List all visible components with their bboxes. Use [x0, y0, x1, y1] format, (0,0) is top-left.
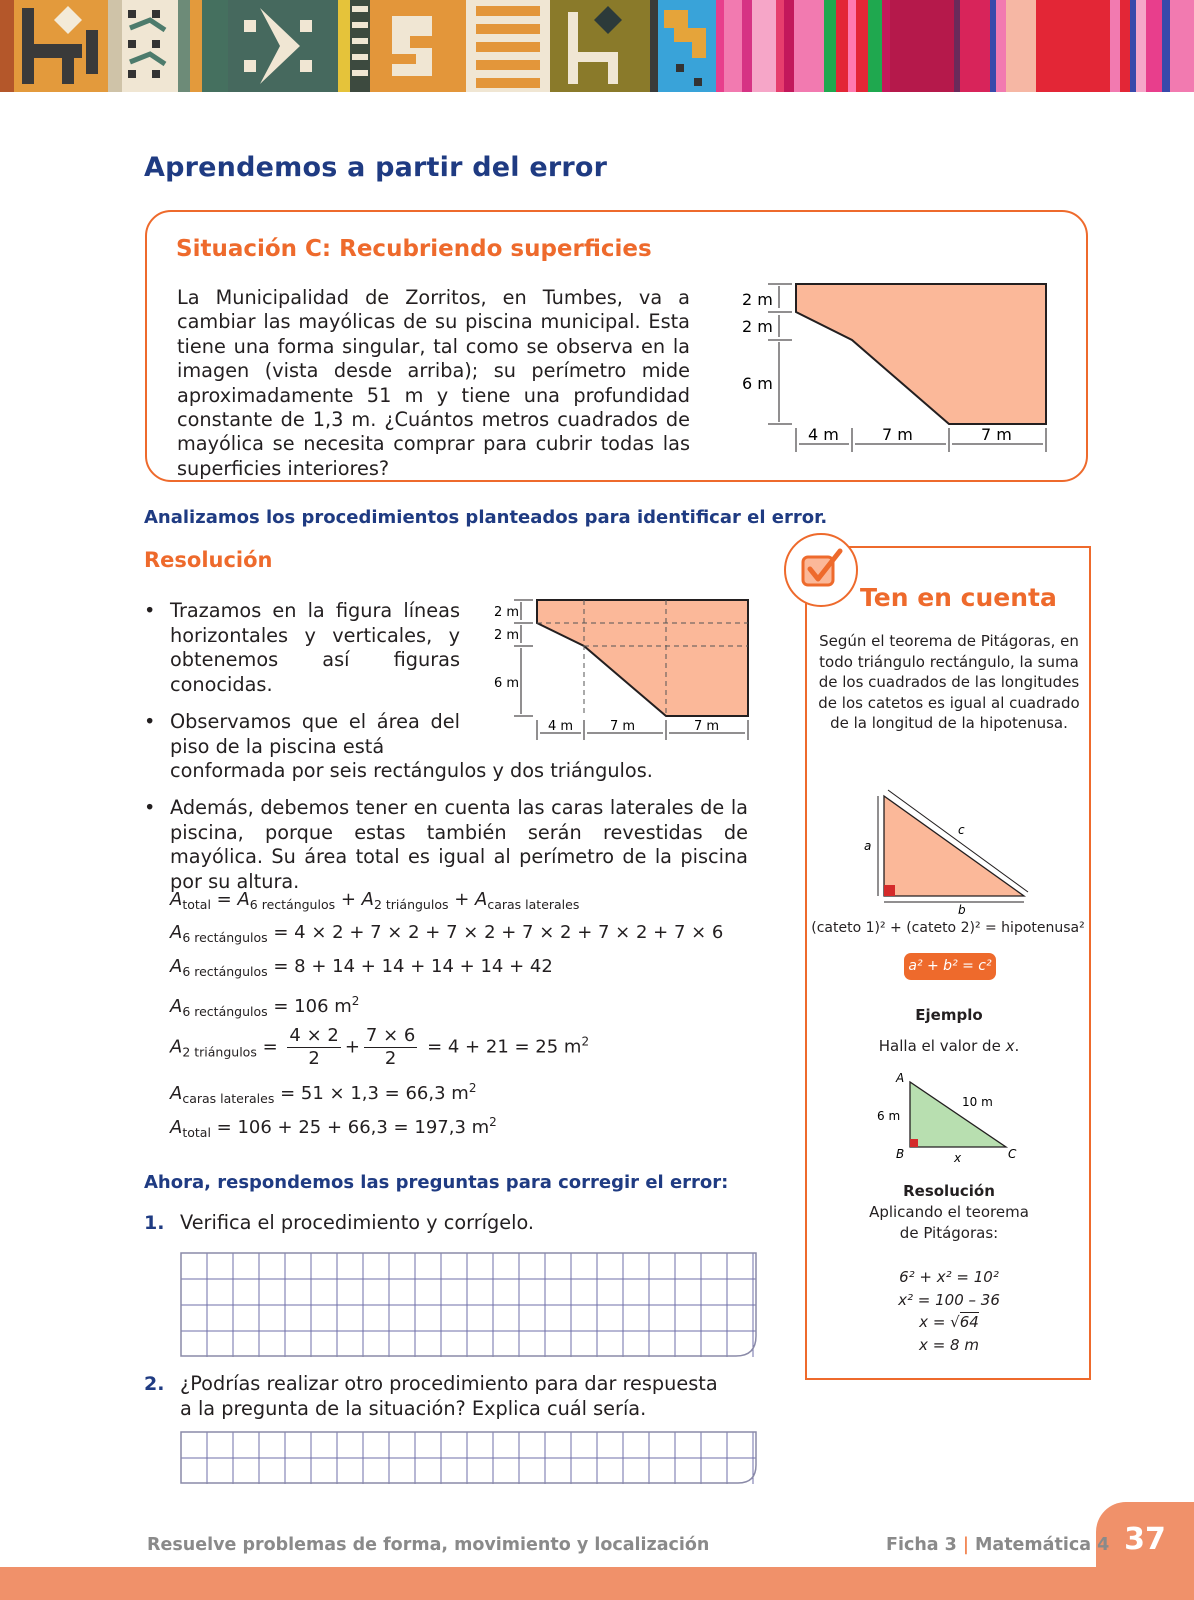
- example-resolution-text-1: Aplicando el teorema: [869, 1203, 1029, 1221]
- triangle-label-c: c: [958, 823, 965, 837]
- example-prompt: Halla el valor de x.: [878, 1037, 1020, 1055]
- div-label-2m-mid: 2 m: [494, 628, 520, 643]
- bullet-2-text-a: Observamos que el área del piso de la piscina está: [170, 710, 460, 758]
- checkbox-check-icon: [786, 535, 856, 605]
- formula-words: (cateto 1)² + (cateto 2)² = hipotenusa²: [811, 920, 1085, 936]
- question-1-number: 1.: [144, 1212, 165, 1234]
- bullet-2-cont: conformada por seis rectángulos y dos triángulos.: [170, 759, 653, 782]
- div-label-4m: 4 m: [548, 719, 574, 734]
- formula-pill: a² + b² = c²: [904, 953, 996, 980]
- pool-label-7m-a: 7 m: [882, 425, 913, 444]
- triangle-label-a: a: [864, 839, 872, 853]
- example-step-3: x = √64: [919, 1313, 979, 1331]
- div-label-7m-a: 7 m: [610, 719, 636, 734]
- question-2-number: 2.: [144, 1373, 165, 1395]
- question-2-text-b: a la pregunta de la situación? Explica cuál sería.: [180, 1397, 647, 1420]
- bullet-2: [144, 710, 460, 759]
- resolution-title: Resolución: [144, 548, 273, 572]
- div-label-6m: 6 m: [494, 676, 520, 691]
- equation-rect-1: $A_{6 rectángulos} = 4 \times 2 + 7 \times 2 + 7 \times 2 + 7 \times 2 + 7 \times 2 + 7 \times 6$: [170, 922, 724, 945]
- answer-grid-2[interactable]: [180, 1431, 758, 1485]
- example-label-6m: 6 m: [877, 1109, 901, 1123]
- pool-figure: [736, 276, 1052, 458]
- equation-lateral: $A_{caras laterales} = 51 \times 1,3 = 66,3$ $m^2$: [170, 1081, 477, 1106]
- question-1-text: Verifica el procedimiento y corrígelo.: [180, 1211, 535, 1234]
- right-triangle-diagram: [858, 788, 1038, 918]
- example-resolution-text-2: de Pitágoras:: [899, 1224, 999, 1242]
- bullet-1-text: Trazamos en la figura líneas horizontales y verticales, y obtenemos así figuras conocidas.: [170, 599, 460, 696]
- example-triangle-diagram: [870, 1068, 1030, 1164]
- example-step-1: 6² + x² = 10²: [899, 1268, 999, 1286]
- example-step-4: x = 8 m: [919, 1336, 979, 1354]
- pool-label-2m-top: 2 m: [742, 290, 773, 309]
- footer-ficha: Ficha 3 | Matemática 4: [886, 1535, 1110, 1555]
- example-resolution-title: Resolución: [903, 1182, 995, 1200]
- answer-grid-1[interactable]: [180, 1252, 758, 1358]
- pool-label-6m: 6 m: [742, 374, 773, 393]
- equation-total: $A_{total} = A_{6 rectángulos} + A_{2 triángulos} + A_{caras laterales}$: [170, 889, 580, 912]
- ten-en-cuenta-title: Ten en cuenta: [860, 583, 1057, 612]
- equation-rect-3: $A_{6 rectángulos} = 106$ $m^2$: [170, 994, 360, 1019]
- pool-label-7m-b: 7 m: [981, 425, 1012, 444]
- textile-banner: [0, 0, 1194, 92]
- page-title: Aprendemos a partir del error: [144, 152, 608, 183]
- example-label-a: A: [896, 1071, 905, 1085]
- pool-label-4m: 4 m: [808, 425, 839, 444]
- example-label-b: B: [896, 1147, 905, 1161]
- example-title: Ejemplo: [915, 1006, 983, 1024]
- pool-figure-divided: [488, 594, 760, 742]
- example-label-c: C: [1008, 1147, 1017, 1161]
- footer-bar: [0, 1567, 1194, 1600]
- bullet-dot: •: [144, 796, 156, 819]
- bullet-dot: •: [144, 710, 156, 733]
- triangle-label-b: b: [958, 903, 966, 917]
- bullet-dot: •: [144, 599, 156, 622]
- bullet-3: [144, 796, 748, 894]
- example-label-10m: 10 m: [962, 1095, 993, 1109]
- analyze-heading: Analizamos los procedimientos planteados para identificar el error.: [144, 507, 828, 528]
- footer-competency: Resuelve problemas de forma, movimiento y localización: [147, 1535, 710, 1555]
- pool-label-2m-mid: 2 m: [742, 317, 773, 336]
- equation-final: $A_{total} = 106 + 25 + 66,3 = 197,3$ $m^2$: [170, 1115, 497, 1140]
- equation-triangles: $A_{2 triángulos}$ = $\frac{4 \times 2}{2}$ + $\frac{7 \times 6}{2}$ = 4 + 21 = 25 $m^2$: [170, 1025, 590, 1069]
- check-badge: [784, 533, 858, 607]
- situation-text: La Municipalidad de Zorritos, en Tumbes, va a cambiar las mayólicas de su piscina municipal. Esta tiene una forma singular, tal como se observa en la imagen (vista desde arriba); su perímetro mide aproximadamente 51 m y tiene una profundidad constante de 1,3 m. ¿Cuántos metros cuadrados de mayólica se necesita comprar para cubrir todas las superficies interiores?: [177, 286, 690, 480]
- fraction-1: $\frac{4 \times 2}{2}$: [289, 1025, 339, 1069]
- bullet-3-text: Además, debemos tener en cuenta las caras laterales de la piscina, porque estas también serán revestidas de mayólica. Su área total es igual al perímetro de la piscina por su altura.: [170, 796, 748, 893]
- div-label-2m-top: 2 m: [494, 605, 520, 620]
- bullet-1: [144, 599, 460, 697]
- page-number: 37: [1124, 1522, 1166, 1557]
- example-label-x: x: [954, 1151, 962, 1164]
- question-2-text-a: ¿Podrías realizar otro procedimiento para dar respuesta: [180, 1372, 718, 1395]
- div-label-7m-b: 7 m: [694, 719, 720, 734]
- equation-rect-2: $A_{6 rectángulos} = 8 + 14 + 14 + 14 + 14 + 42$: [170, 956, 553, 979]
- example-step-2: x² = 100 – 36: [898, 1291, 1000, 1309]
- fraction-2: $\frac{7 \times 6}{2}$: [365, 1025, 416, 1069]
- situation-title: Situación C: Recubriendo superficies: [176, 236, 652, 262]
- questions-heading: Ahora, respondemos las preguntas para corregir el error:: [144, 1172, 729, 1193]
- pythagoras-explanation: Según el teorema de Pitágoras, en todo triángulo rectángulo, la suma de los cuadrados de las longitudes de los catetos es igual al cuadrado de la longitud de la hipotenusa.: [818, 632, 1080, 733]
